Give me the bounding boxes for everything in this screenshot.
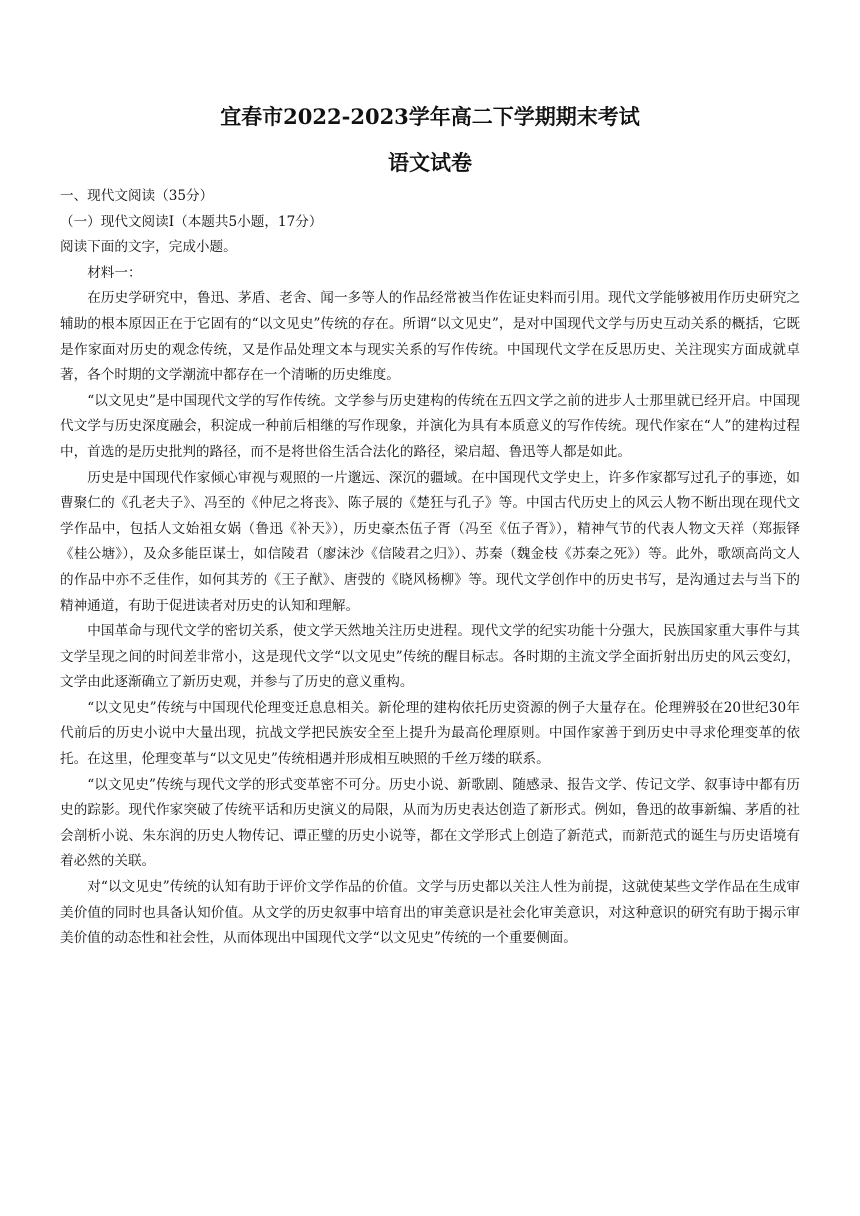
paragraph: 对“以文见史”传统的认知有助于评价文学作品的价值。文学与历史都以关注人性为前提，这就使某些文学作品在生成审美价值的同时也具备认知价值。从文学的历史叙事中培育出的审美意识是社会化审美意识，对这种意识的研究有助于揭示审美价值的动态性和社会性，从而体现出中国现代文学“以文见史”传统的一个重要侧面。 bbox=[60, 879, 800, 947]
paragraph: “以文见史”传统与中国现代伦理变迁息息相关。新伦理的建构依托历史资源的例子大量存在。伦理辨驳在20世纪30年代前后的历史小说中大量出现，抗战文学把民族安全至上提升为最高伦理原则。中国作家善于到历史中寻求伦理变革的依托。在这里，伦理变革与“以文见史”传统相遇并形成相互映照的千丝万缕的联系。 bbox=[60, 699, 800, 768]
paragraph: 中国革命与现代文学的密切关系，使文学天然地关注历史进程。现代文学的纪实功能十分强大，民族国家重大事件与其文学呈现之间的时间差非常小，这是现代文学“以文见史”传统的醒目标志。各时期的主流文学全面折射出历史的风云变幻，文学由此逐渐确立了新历史观，并参与了历史的意义重构。 bbox=[60, 623, 800, 691]
paragraph: “以文见史”是中国现代文学的写作传统。文学参与历史建构的传统在五四文学之前的进步人士那里就已经开启。中国现代文学与历史深度融会，积淀成一种前后相继的写作现象，并演化为具有本质意义的写作传统。现代作家在“人”的建构过程中，首选的是历史批判的路径，而不是将世俗生活合法化的路径，梁启超、鲁迅等人都是如此。 bbox=[60, 392, 800, 460]
paragraph: 历史是中国现代作家倾心审视与观照的一片邈远、深沉的疆域。在中国现代文学史上，许多作家都写过孔子的事迹，如曹聚仁的《孔老夫子》、冯至的《仲尼之将丧》、陈子展的《楚狂与孔子》等。中国古代历史上的风云人物不断出现在现代文学作品中，包括人文始祖女娲（鲁迅《补天》），历史豪杰伍子胥（冯至《伍子胥》），精神气节的代表人物文天祥（郑振铎《桂公塘》），及众多能臣谋士，如信陵君（廖沫沙《信陵君之归》）、苏秦（魏金枝《苏秦之死》）等。此外，歌颂高尚文人的作品中亦不乏佳作，如何其芳的《王子猷》、唐弢的《晓风杨柳》等。现代文学创作中的历史书写，是沟通过去与当下的精神通道，有助于促进读者对历史的认知和理解。 bbox=[60, 469, 800, 614]
section-heading: 一、现代文阅读（35分） bbox=[60, 188, 214, 204]
paragraph: “以文见史”传统与现代文学的形式变革密不可分。历史小说、新歌剧、随感录、报告文学、传记文学、叙事诗中都有历史的踪影。现代作家突破了传统平话和历史演义的局限，从而为历史表达创造了新形式。例如，鲁迅的故事新编、茅盾的社会剖析小说、朱东润的历史人物传记、谭正璧的历史小说等，都在文学形式上创造了新范式，而新范式的诞生与历史语境有着必然的关联。 bbox=[60, 776, 800, 870]
material-label: 材料一： bbox=[87, 264, 142, 281]
exam-subtitle: 语文试卷 bbox=[388, 150, 472, 175]
subsection-heading: （一）现代文阅读Ⅰ（本题共5小题，17分） bbox=[60, 213, 323, 230]
reading-instruction: 阅读下面的文字，完成小题。 bbox=[60, 239, 237, 256]
exam-title: 宜春市2022-2023学年高二下学期期末考试 bbox=[220, 104, 640, 129]
paragraph: 在历史学研究中，鲁迅、茅盾、老舍、闻一多等人的作品经常被当作佐证史料而引用。现代文学能够被用作历史研究之辅助的根本原因正在于它固有的“以文见史”传统的存在。所谓“以文见史”，是对中国现代文学与历史互动关系的概括，它既是作家面对历史的观念传统，又是作品处理文本与现实关系的写作传统。中国现代文学在反思历史、关注现实方面成就卓著，各个时期的文学潮流中都存在一个清晰的历史维度。 bbox=[60, 290, 800, 384]
exam-body bbox=[60, 184, 800, 952]
